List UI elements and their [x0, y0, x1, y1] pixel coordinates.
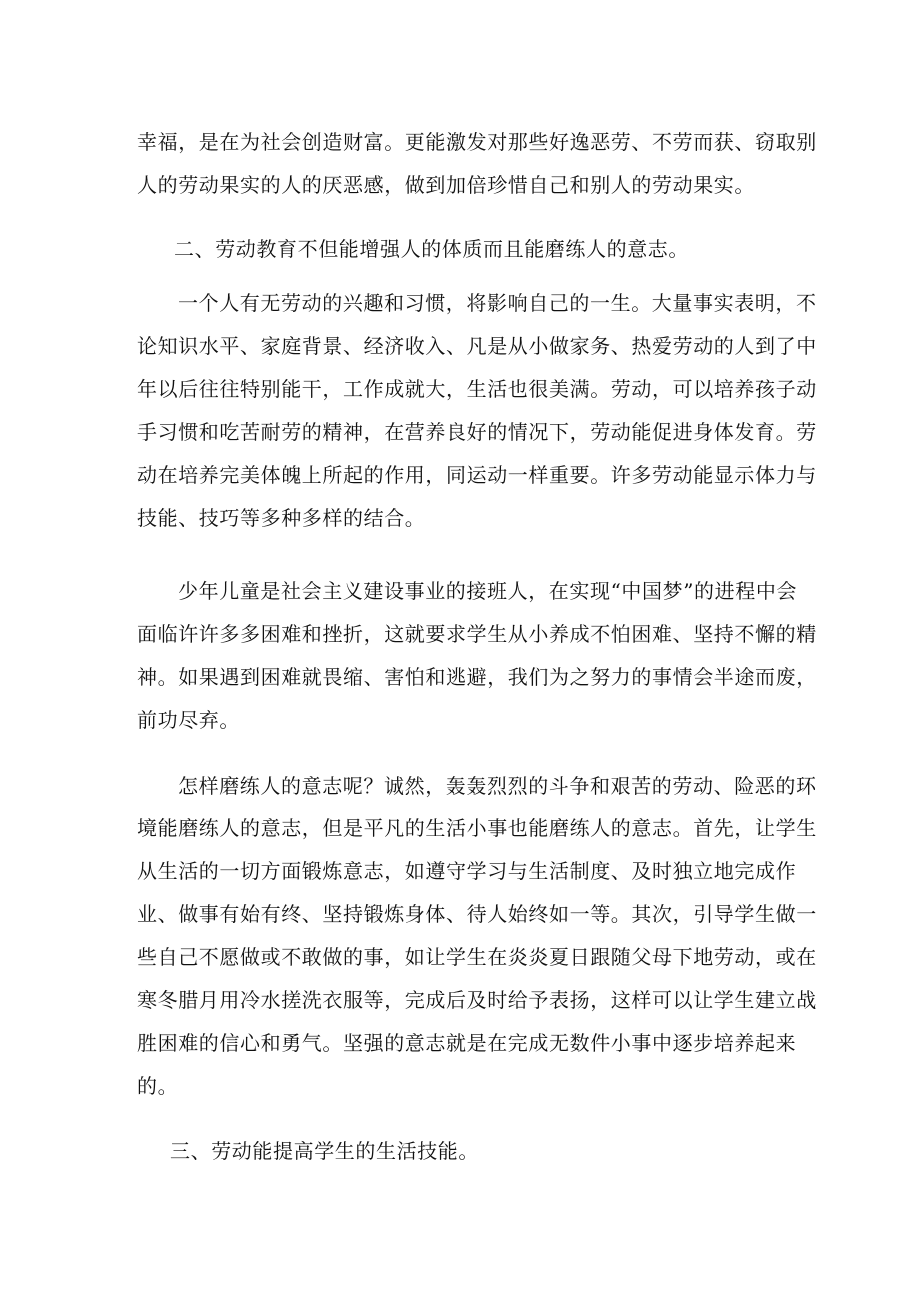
paragraph-line: 人的劳动果实的人的厌恶感，做到加倍珍惜自己和别人的劳动果实。: [137, 173, 755, 197]
paragraph-line: 的。: [137, 1074, 179, 1098]
paragraph-line: 业、做事有始有终、坚持锻炼身体、待人始终如一等。其次，引导学生做一: [137, 902, 817, 926]
paragraph-line: 论知识水平、家庭背景、经济收入、凡是从小做家务、热爱劳动的人到了中: [137, 334, 817, 358]
paragraph-line: 些自己不愿做或不敢做的事，如让学生在炎炎夏日跟随父母下地劳动，或在: [137, 945, 817, 969]
paragraph-line: 前功尽弃。: [137, 708, 240, 732]
paragraph-line: 从生活的一切方面锻炼意志，如遵守学习与生活制度、及时独立地完成作: [137, 859, 797, 883]
paragraph-line: 神。如果遇到困难就畏缩、害怕和逃避，我们为之努力的事情会半途而废，: [137, 665, 817, 689]
paragraph-line: 胜困难的信心和勇气。坚强的意志就是在完成无数件小事中逐步培养起来: [137, 1031, 797, 1055]
section-heading-3: 三、劳动能提高学生的生活技能。: [170, 1139, 479, 1163]
paragraph-line: 手习惯和吃苦耐劳的精神，在营养良好的情况下，劳动能促进身体发育。劳: [137, 420, 817, 444]
paragraph-line: 面临许许多多困难和挫折，这就要求学生从小养成不怕困难、坚持不懈的精: [137, 622, 817, 646]
paragraph-line: 寒冬腊月用冷水搓洗衣服等，完成后及时给予表扬，这样可以让学生建立战: [137, 988, 817, 1012]
paragraph-line: 怎样磨练人的意志呢？诚然，轰轰烈烈的斗争和艰苦的劳动、险恶的环: [178, 774, 817, 798]
paragraph-line: 一个人有无劳动的兴趣和习惯，将影响自己的一生。大量事实表明，不: [178, 291, 817, 315]
paragraph-line: 幸福，是在为社会创造财富。更能激发对那些好逸恶劳、不劳而获、窃取别: [137, 130, 817, 154]
paragraph-line: 动在培养完美体魄上所起的作用，同运动一样重要。许多劳动能显示体力与: [137, 463, 817, 487]
paragraph-line: 境能磨练人的意志，但是平凡的生活小事也能磨练人的意志。首先，让学生: [137, 816, 817, 840]
section-heading-2: 二、劳动教育不但能增强人的体质而且能磨练人的意志。: [174, 237, 689, 261]
paragraph-line: 技能、技巧等多种多样的结合。: [137, 506, 426, 530]
paragraph-line: 年以后往往特别能干，工作成就大，生活也很美满。劳动，可以培养孩子动: [137, 377, 817, 401]
paragraph-line: 少年儿童是社会主义建设事业的接班人，在实现“中国梦”的进程中会: [178, 579, 798, 603]
